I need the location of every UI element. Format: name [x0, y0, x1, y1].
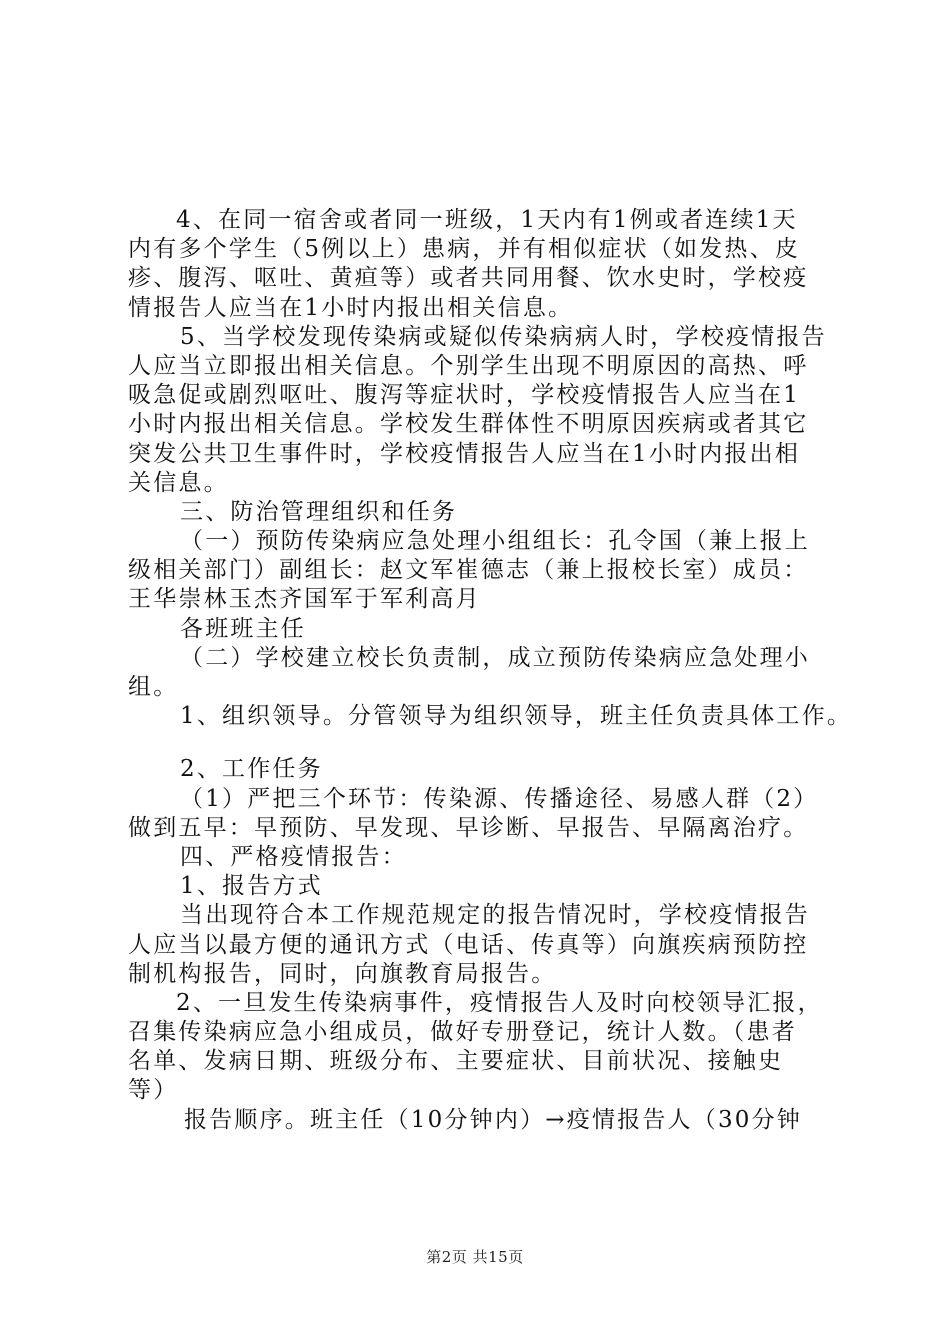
paragraph-line: 召集传染病应急小组成员，做好专册登记，统计人数。（患者 — [128, 1019, 797, 1046]
paragraph-line: （1）严把三个环节：传染源、传播途径、易感人群（2） — [180, 785, 819, 812]
paragraph-line: 2、一旦发生传染病事件，疫情报告人及时向校领导汇报， — [176, 989, 823, 1016]
paragraph-line: 王华崇林玉杰齐国军于军利高月 — [128, 586, 481, 613]
paragraph-line: 名单、发病日期、班级分布、主要症状、目前状况、接触史 — [128, 1048, 784, 1075]
paragraph-line: 组。 — [128, 674, 179, 700]
paragraph-line: 级相关部门）副组长：赵文军崔德志（兼上报校长室）成员： — [128, 557, 809, 584]
page-footer: 第2页 共15页 — [426, 1248, 524, 1266]
paragraph-line: 报告顺序。班主任（10分钟内）→疫情报告人（30分钟 — [184, 1106, 803, 1133]
paragraph-line: 5、当学校发现传染病或疑似传染病病人时，学校疫情报告 — [180, 323, 827, 350]
paragraph-line: 小时内报出相关信息。学校发生群体性不明原因疾病或者其它 — [128, 411, 809, 438]
paragraph-line: 人应当以最方便的通讯方式（电话、传真等）向旗疾病预防控 — [128, 931, 809, 958]
paragraph-line: 情报告人应当在1小时内报出相关信息。 — [128, 294, 574, 321]
paragraph-line: 疹、腹泻、呕吐、黄疸等）或者共同用餐、饮水史时，学校疫 — [128, 265, 809, 292]
paragraph-line: （二）学校建立校长负责制，成立预防传染病应急处理小 — [180, 644, 810, 671]
paragraph-line: 突发公共卫生事件时，学校疫情报告人应当在1小时内报出相 — [128, 440, 801, 467]
paragraph-line: 等） — [128, 1077, 179, 1104]
paragraph-line: 内有多个学生（5例以上）患病，并有相似症状（如发热、皮 — [128, 236, 801, 263]
paragraph-line: 人应当立即报出相关信息。个别学生出现不明原因的高热、呼 — [128, 352, 809, 379]
paragraph-line: 2、工作任务 — [180, 756, 323, 783]
paragraph-line: 制机构报告，同时，向旗教育局报告。 — [128, 960, 557, 987]
paragraph-line: 关信息。 — [128, 469, 229, 496]
document-body — [128, 206, 853, 1135]
paragraph-line: 1、组织领导。分管领导为组织领导，班主任负责具体工作。 — [180, 703, 853, 730]
paragraph-line: 当出现符合本工作规范规定的报告情况时，学校疫情报告 — [180, 902, 810, 929]
paragraph-line: 吸急促或剧烈呕吐、腹泻等症状时，学校疫情报告人应当在1 — [128, 382, 801, 409]
section-heading: 四、严格疫情报告： — [180, 843, 407, 870]
paragraph-gap — [128, 731, 848, 755]
paragraph-line: 4、在同一宿舍或者同一班级，1天内有1例或者连续1天 — [176, 207, 798, 233]
paragraph-line: 各班班主任 — [180, 615, 306, 642]
paragraph-line: （一）预防传染病应急处理小组组长：孔令国（兼上报上 — [180, 528, 810, 555]
section-heading: 三、防治管理组织和任务 — [180, 498, 458, 525]
paragraph-line: 1、报告方式 — [180, 873, 323, 900]
paragraph-line: 做到五早：早预防、早发现、早诊断、早报告、早隔离治疗。 — [128, 814, 809, 841]
